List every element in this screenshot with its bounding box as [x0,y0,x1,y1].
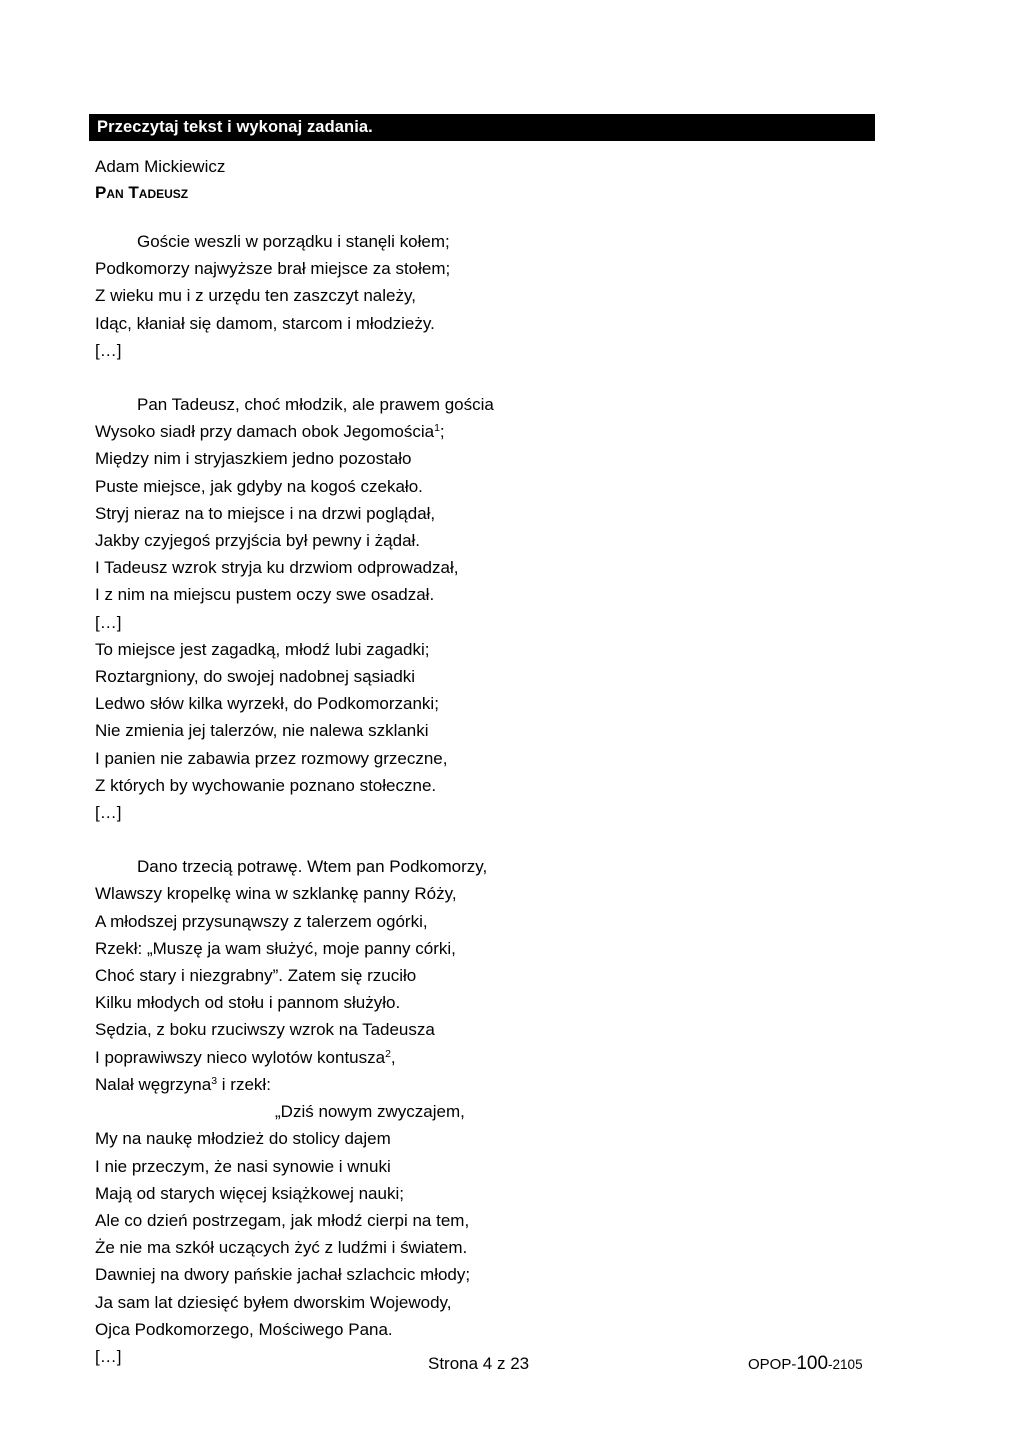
poem-line-text: Pan Tadeusz, choć młodzik, ale prawem gościa [137,395,494,415]
poem-line-text: […] [95,612,122,632]
poem-line-text: Puste miejsce, jak gdyby na kogoś czekało. [95,476,423,496]
poem-line [95,228,895,255]
poem-line-text: Idąc, kłaniał się damom, starcom i młodzieży. [95,313,435,333]
poem-omission-marker [95,609,895,636]
poem-line-text: I nie przeczym, że nasi synowie i wnuki [95,1156,391,1176]
poem-line [95,772,895,799]
footer-exam-code [748,1352,863,1377]
poem-line-text: Stryj nieraz na to miejsce i na drzwi poglądał, [95,503,436,523]
poem-line [95,554,895,581]
poem-line-text: Że nie ma szkół uczących żyć z ludźmi i światem. [95,1238,468,1258]
poem-line-text: Nalał węgrzyna [95,1074,212,1094]
poem-line [95,717,895,744]
poem-line [95,527,895,554]
poem-line-text: Z wieku mu i z urzędu ten zaszczyt należy, [95,286,416,306]
poem-line [95,663,895,690]
footnote-marker: 2 [385,1047,391,1060]
poem-line-text: Między nim i stryjaszkiem jedno pozostało [95,449,412,469]
poem-line [95,282,895,309]
poem-line [95,1261,895,1288]
poem-line-text-tail: i rzekł: [217,1074,271,1094]
footer-code-suffix: -2105 [828,1357,863,1372]
poem-line-text: Ja sam lat dziesięć byłem dworskim Wojewody, [95,1292,452,1312]
poem-line-text: To miejsce jest zagadką, młodź lubi zagadki; [95,639,430,659]
poem-line [95,1289,895,1316]
poem-omission-marker [95,337,895,364]
poem-line [95,1180,895,1207]
poem-line-text: […] [95,340,122,360]
poem-line-text: Dano trzecią potrawę. Wtem pan Podkomorzy, [137,857,488,877]
poem-line-text: Mają od starych więcej książkowej nauki; [95,1183,404,1203]
poem-line [95,445,895,472]
poem-line [95,1016,895,1043]
footer-code-prefix: OPOP- [748,1356,797,1373]
poem-line [95,473,895,500]
poem-line-text: Kilku młodych od stołu i pannom służyło. [95,993,401,1013]
poem-line-text: I z nim na miejscu pustem oczy swe osadzał. [95,585,435,605]
poem-line-text-tail: , [390,1047,396,1067]
poem-line-text: Goście weszli w porządku i stanęli kołem; [137,232,450,251]
poem-line-text: Ale co dzień postrzegam, jak młodź cierpi na tem, [95,1210,470,1230]
instruction-text: Przeczytaj tekst i wykonaj zadania. [97,118,373,137]
poem-line-text: „Dziś nowym zwyczajem, [275,1102,465,1122]
poem-line [95,418,895,445]
instruction-banner [89,114,875,141]
poem-line-text: Wysoko siadł przy damach obok Jegomościa [95,422,435,442]
poem-line [95,935,895,962]
poem-line [95,1207,895,1234]
poem-line-text: Podkomorzy najwyższe brał miejsce za stołem; [95,259,451,279]
poem-line-text: Jakby czyjegoś przyjścia był pewny i żądał. [95,531,421,551]
poem-line [95,310,895,337]
poem-stanza [95,853,895,1370]
work-title: Pan Tadeusz [95,183,189,202]
poem-line [95,1098,895,1125]
poem-line-text: A młodszej przysunąwszy z talerzem ogórki, [95,911,428,931]
poem-line [95,636,895,663]
poem-line [95,880,895,907]
poem-stanza [95,228,895,364]
footnote-marker: 3 [211,1075,218,1088]
poem-line [95,745,895,772]
poem-line-text: Ledwo słów kilka wyrzekł, do Podkomorzanki; [95,694,439,714]
poem-line [95,1071,895,1098]
footnote-marker: 1 [434,422,440,435]
poem-line-text: Ojca Podkomorzego, Mościwego Pana. [95,1319,393,1339]
poem-line-text: I Tadeusz wzrok stryja ku drzwiom odprowadzał, [95,558,459,578]
poem-line [95,1125,895,1152]
poem-line-text: Z których by wychowanie poznano stołeczne. [95,775,437,795]
poem-line [95,581,895,608]
poem-line [95,391,895,418]
author-name: Adam Mickiewicz [95,157,226,176]
poem-line-text: My na naukę młodzież do stolicy dajem [95,1129,391,1149]
poem-line-text: Sędzia, z boku rzuciwszy wzrok na Tadeusza [95,1020,435,1040]
poem-line [95,255,895,282]
footer-page-number: Strona 4 z 23 [428,1354,530,1373]
poem-line [95,690,895,717]
poem-line [95,1153,895,1180]
poem-line-text: Dawniej na dwory pańskie jachał szlachcic młody; [95,1265,471,1285]
poem-omission-marker [95,799,895,826]
poem-line [95,500,895,527]
poem-line-text: […] [95,803,122,823]
poem-line-text: Choć stary i niezgrabny”. Zatem się rzuciło [95,966,417,986]
poem-line-text: Roztargniony, do swojej nadobnej sąsiadki [95,667,416,687]
poem-line [95,962,895,989]
poem-line [95,1234,895,1261]
poem-stanza [95,391,895,826]
poem-line-text: Nie zmienia jej talerzów, nie nalewa szklanki [95,721,429,741]
footer-code-main: 100 [796,1353,829,1374]
poem-body [95,228,895,1370]
source-attribution [95,154,795,206]
poem-line [95,1044,895,1071]
poem-line [95,853,895,880]
page-footer [0,1352,1018,1382]
poem-line-text: I poprawiwszy nieco wylotów kontusza [95,1047,386,1067]
poem-line-text: I panien nie zabawia przez rozmowy grzeczne, [95,748,448,768]
poem-line [95,989,895,1016]
poem-line-text: […] [95,1346,122,1366]
poem-line-text: Wlawszy kropelkę wina w szklankę panny Róży, [95,884,457,904]
poem-line-text-tail: ; [439,422,445,442]
poem-line [95,1316,895,1343]
poem-line [95,908,895,935]
poem-line-text: Rzekł: „Muszę ja wam służyć, moje panny córki, [95,938,456,958]
